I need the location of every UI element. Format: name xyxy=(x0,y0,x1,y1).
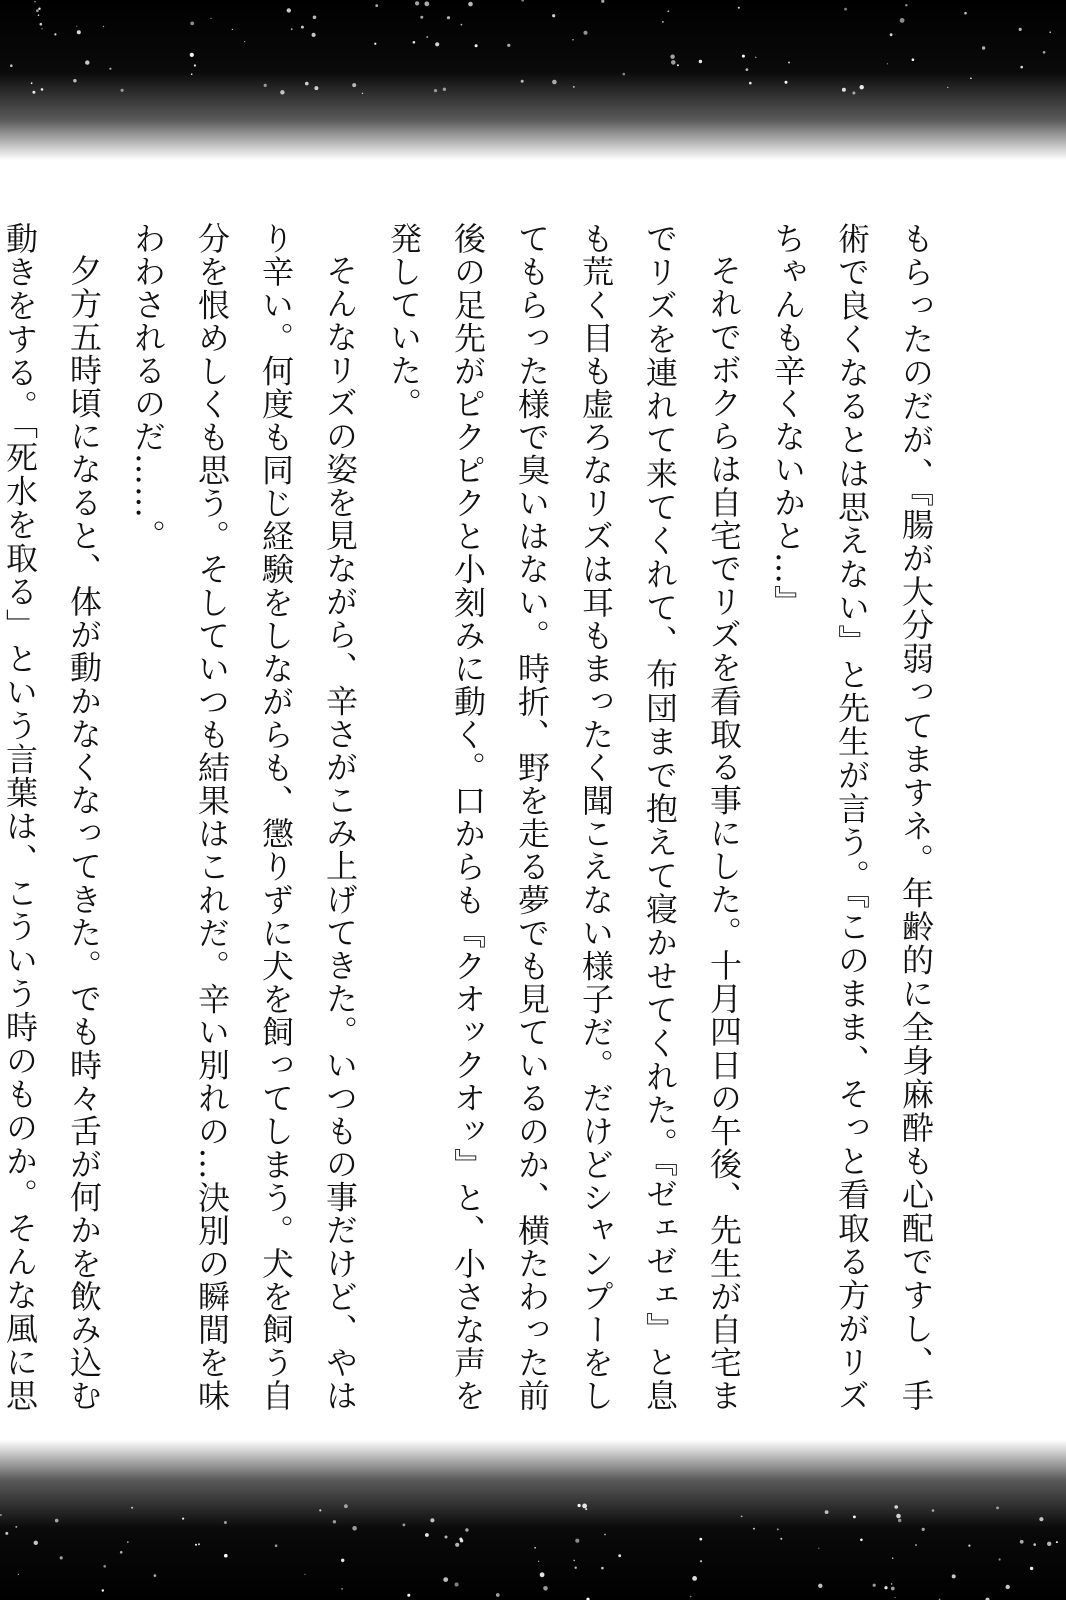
star-speck xyxy=(964,12,967,15)
star-speck xyxy=(182,1518,184,1520)
star-speck xyxy=(77,30,81,34)
star-speck xyxy=(749,82,752,85)
star-speck xyxy=(825,1510,829,1514)
star-speck xyxy=(312,33,316,37)
star-speck xyxy=(753,1528,755,1530)
star-speck xyxy=(741,1516,743,1518)
star-speck xyxy=(1039,1517,1043,1521)
star-speck xyxy=(573,1560,575,1562)
star-speck xyxy=(1020,66,1023,69)
star-speck xyxy=(41,28,42,29)
star-speck xyxy=(604,1534,606,1536)
star-speck xyxy=(540,1572,545,1577)
star-speck xyxy=(853,1516,856,1519)
star-speck xyxy=(413,41,416,44)
paragraph-1: もらったのだが、『腸が大分弱ってますネ。年齢的に全身麻酔も心配ですし、手術で良くなるとは思えない』と先生が言う。『このまま、そっと看取る方がリズちゃんも辛くないかと…』 xyxy=(769,222,935,1412)
star-speck xyxy=(190,22,194,26)
star-speck xyxy=(999,1558,1001,1560)
star-speck xyxy=(73,79,76,82)
star-speck xyxy=(195,1544,197,1546)
star-speck xyxy=(922,1528,925,1531)
star-speck xyxy=(375,4,378,7)
star-speck xyxy=(301,26,304,29)
star-speck xyxy=(85,60,89,64)
star-speck xyxy=(670,55,674,59)
star-speck xyxy=(194,64,196,66)
star-speck xyxy=(352,83,356,87)
star-speck xyxy=(34,1541,38,1545)
star-speck xyxy=(190,53,194,57)
star-speck xyxy=(552,14,555,17)
star-speck xyxy=(1043,51,1046,54)
star-speck xyxy=(434,89,437,92)
star-speck xyxy=(895,1597,896,1598)
star-speck xyxy=(5,1532,8,1535)
star-speck xyxy=(465,1528,468,1531)
star-speck xyxy=(1047,1542,1051,1546)
star-speck xyxy=(244,41,245,42)
star-speck xyxy=(699,1538,702,1541)
star-speck xyxy=(884,1586,887,1589)
star-speck xyxy=(667,10,669,12)
star-speck xyxy=(896,1514,901,1519)
star-speck xyxy=(777,1528,779,1530)
star-speck xyxy=(109,68,111,70)
star-speck xyxy=(890,33,893,36)
paragraph-2: それでボクらは自宅でリズを看取る事にした。十月四日の午後、先生が自宅までリズを連れて来てくれて、布団まで抱えて寝かせてくれた。『ゼェゼェ』と息も荒く目も虚ろなリズは耳もまったく聞こえない様子だ。だけどシャンプーをしてもらった様で臭いはない。時折、野を走る夢でも見ているのか、横たわった前後の足先がピクピクと小刻みに動く。口からも『クオックオッ』と、小さな声を発していた。 xyxy=(385,222,743,1413)
star-speck xyxy=(54,33,56,35)
star-speck xyxy=(915,1544,917,1546)
star-speck xyxy=(425,1533,429,1537)
star-speck xyxy=(1049,31,1051,33)
star-speck xyxy=(601,1567,604,1570)
star-speck xyxy=(788,62,790,64)
star-speck xyxy=(430,1518,434,1522)
star-speck xyxy=(900,18,905,23)
star-speck xyxy=(15,1526,17,1528)
star-speck xyxy=(305,82,309,86)
paragraph-3: そんなリズの姿を見ながら、辛さがこみ上げてきた。いつもの事だけど、やはり辛い。何度も同じ経験をしながらも、懲りずに犬を飼ってしまう。犬を飼う自分を恨めしくも思う。そしていつも結果はこれだ。辛い別れの…決別の瞬間を味わわされるのだ……。 xyxy=(129,222,359,1412)
star-speck xyxy=(894,1505,898,1509)
star-speck xyxy=(898,1519,901,1522)
star-speck xyxy=(970,78,972,80)
star-speck xyxy=(121,89,124,92)
star-speck xyxy=(314,86,318,90)
top-star-specks xyxy=(0,0,1066,160)
star-speck xyxy=(415,1,419,5)
star-speck xyxy=(102,1589,104,1591)
star-speck xyxy=(120,1551,123,1554)
paragraph-4: 夕方五時頃になると、体が動かなくなってきた。でも時々舌が何かを飲み込む動きをする。「死水を取る」という言葉は、こういう時のものか。そんな風に思 xyxy=(1,222,103,1413)
star-speck xyxy=(1056,1541,1058,1543)
star-speck xyxy=(424,1,429,6)
star-speck xyxy=(280,90,284,94)
star-speck xyxy=(746,68,749,71)
star-speck xyxy=(455,1543,459,1547)
star-speck xyxy=(198,1543,200,1545)
star-speck xyxy=(403,1524,406,1527)
star-speck xyxy=(692,1576,697,1581)
star-speck xyxy=(40,23,43,26)
star-speck xyxy=(344,1504,348,1508)
star-speck xyxy=(475,44,478,47)
star-speck xyxy=(671,60,676,65)
star-speck xyxy=(496,1593,500,1597)
star-speck xyxy=(447,16,450,19)
star-speck xyxy=(662,21,664,23)
star-speck xyxy=(892,1558,893,1559)
star-speck xyxy=(319,1509,321,1511)
star-speck xyxy=(572,39,573,40)
star-speck xyxy=(585,1508,587,1510)
star-speck xyxy=(1006,1585,1010,1589)
star-speck xyxy=(982,46,985,49)
star-speck xyxy=(443,1577,448,1582)
star-speck xyxy=(443,88,446,91)
star-speck xyxy=(891,1583,892,1584)
star-speck xyxy=(420,16,423,19)
star-speck xyxy=(468,2,473,7)
star-speck xyxy=(455,1583,459,1587)
star-speck xyxy=(55,1519,59,1523)
star-speck xyxy=(1033,1543,1036,1546)
star-speck xyxy=(36,9,39,12)
star-speck xyxy=(210,18,211,19)
star-speck xyxy=(618,1554,621,1557)
star-speck xyxy=(578,1504,581,1507)
star-speck xyxy=(34,1,36,3)
star-speck xyxy=(0,1514,2,1516)
star-speck xyxy=(333,1520,336,1523)
star-speck xyxy=(742,55,745,58)
star-speck xyxy=(10,64,13,67)
star-speck xyxy=(304,1574,305,1575)
star-speck xyxy=(60,1556,63,1559)
star-speck xyxy=(313,15,317,19)
star-speck xyxy=(287,8,291,12)
star-speck xyxy=(905,4,907,6)
star-speck xyxy=(891,1587,895,1591)
star-speck xyxy=(38,14,40,16)
star-speck xyxy=(521,0,524,2)
star-speck xyxy=(459,1538,462,1541)
star-speck xyxy=(690,1596,692,1598)
star-speck xyxy=(461,24,463,26)
star-speck xyxy=(232,29,233,30)
star-speck xyxy=(507,44,510,47)
star-speck xyxy=(844,8,847,11)
star-speck xyxy=(224,1554,228,1558)
star-speck xyxy=(912,58,915,61)
star-speck xyxy=(573,86,575,88)
star-speck xyxy=(103,1565,106,1568)
star-speck xyxy=(32,91,35,94)
star-speck xyxy=(677,64,679,66)
star-speck xyxy=(275,1544,278,1547)
star-speck xyxy=(264,84,267,87)
star-speck xyxy=(780,1538,782,1540)
star-speck xyxy=(362,93,363,94)
star-speck xyxy=(842,88,846,92)
star-speck xyxy=(352,1526,357,1531)
star-speck xyxy=(738,7,740,9)
star-speck xyxy=(76,26,77,27)
star-speck xyxy=(31,82,33,84)
star-speck xyxy=(860,85,864,89)
star-speck xyxy=(860,1539,863,1542)
star-speck xyxy=(224,1521,227,1524)
star-speck xyxy=(543,1586,548,1591)
star-speck xyxy=(1020,1540,1024,1544)
star-speck xyxy=(818,1584,822,1588)
star-speck xyxy=(407,1594,410,1597)
star-speck xyxy=(538,1561,539,1562)
star-speck xyxy=(582,1504,587,1509)
star-speck xyxy=(291,28,293,30)
star-speck xyxy=(426,36,428,38)
star-speck xyxy=(785,81,788,84)
star-speck xyxy=(103,26,104,27)
star-speck xyxy=(699,60,702,63)
star-speck xyxy=(575,1567,577,1569)
star-speck xyxy=(18,1574,19,1575)
star-speck xyxy=(852,92,855,95)
star-speck xyxy=(700,1560,702,1562)
star-speck xyxy=(601,0,604,3)
star-speck xyxy=(435,42,439,46)
top-starfield-band xyxy=(0,0,1066,160)
star-speck xyxy=(755,57,757,59)
star-speck xyxy=(996,1507,999,1510)
star-speck xyxy=(1030,1567,1033,1570)
star-speck xyxy=(584,31,588,35)
bottom-starfield-band xyxy=(0,1440,1066,1600)
bottom-star-specks xyxy=(0,1440,1066,1600)
star-speck xyxy=(374,43,376,45)
star-speck xyxy=(191,73,193,75)
star-speck xyxy=(873,1584,876,1587)
star-speck xyxy=(154,1574,157,1577)
star-speck xyxy=(445,1536,448,1539)
star-speck xyxy=(947,87,948,88)
star-speck xyxy=(887,63,888,64)
star-speck xyxy=(341,1588,343,1590)
star-speck xyxy=(41,88,44,91)
star-speck xyxy=(127,1541,129,1543)
star-speck xyxy=(341,1559,344,1562)
star-speck xyxy=(932,1509,935,1512)
star-speck xyxy=(552,80,557,85)
vertical-text-body xyxy=(0,222,948,1412)
star-speck xyxy=(131,1507,133,1509)
star-speck xyxy=(38,8,40,10)
star-speck xyxy=(818,1548,819,1549)
star-speck xyxy=(623,73,626,76)
star-speck xyxy=(1019,28,1022,31)
star-speck xyxy=(952,1574,956,1578)
star-speck xyxy=(575,1539,579,1543)
star-speck xyxy=(521,80,524,83)
star-speck xyxy=(534,1547,536,1549)
star-speck xyxy=(968,1545,970,1547)
